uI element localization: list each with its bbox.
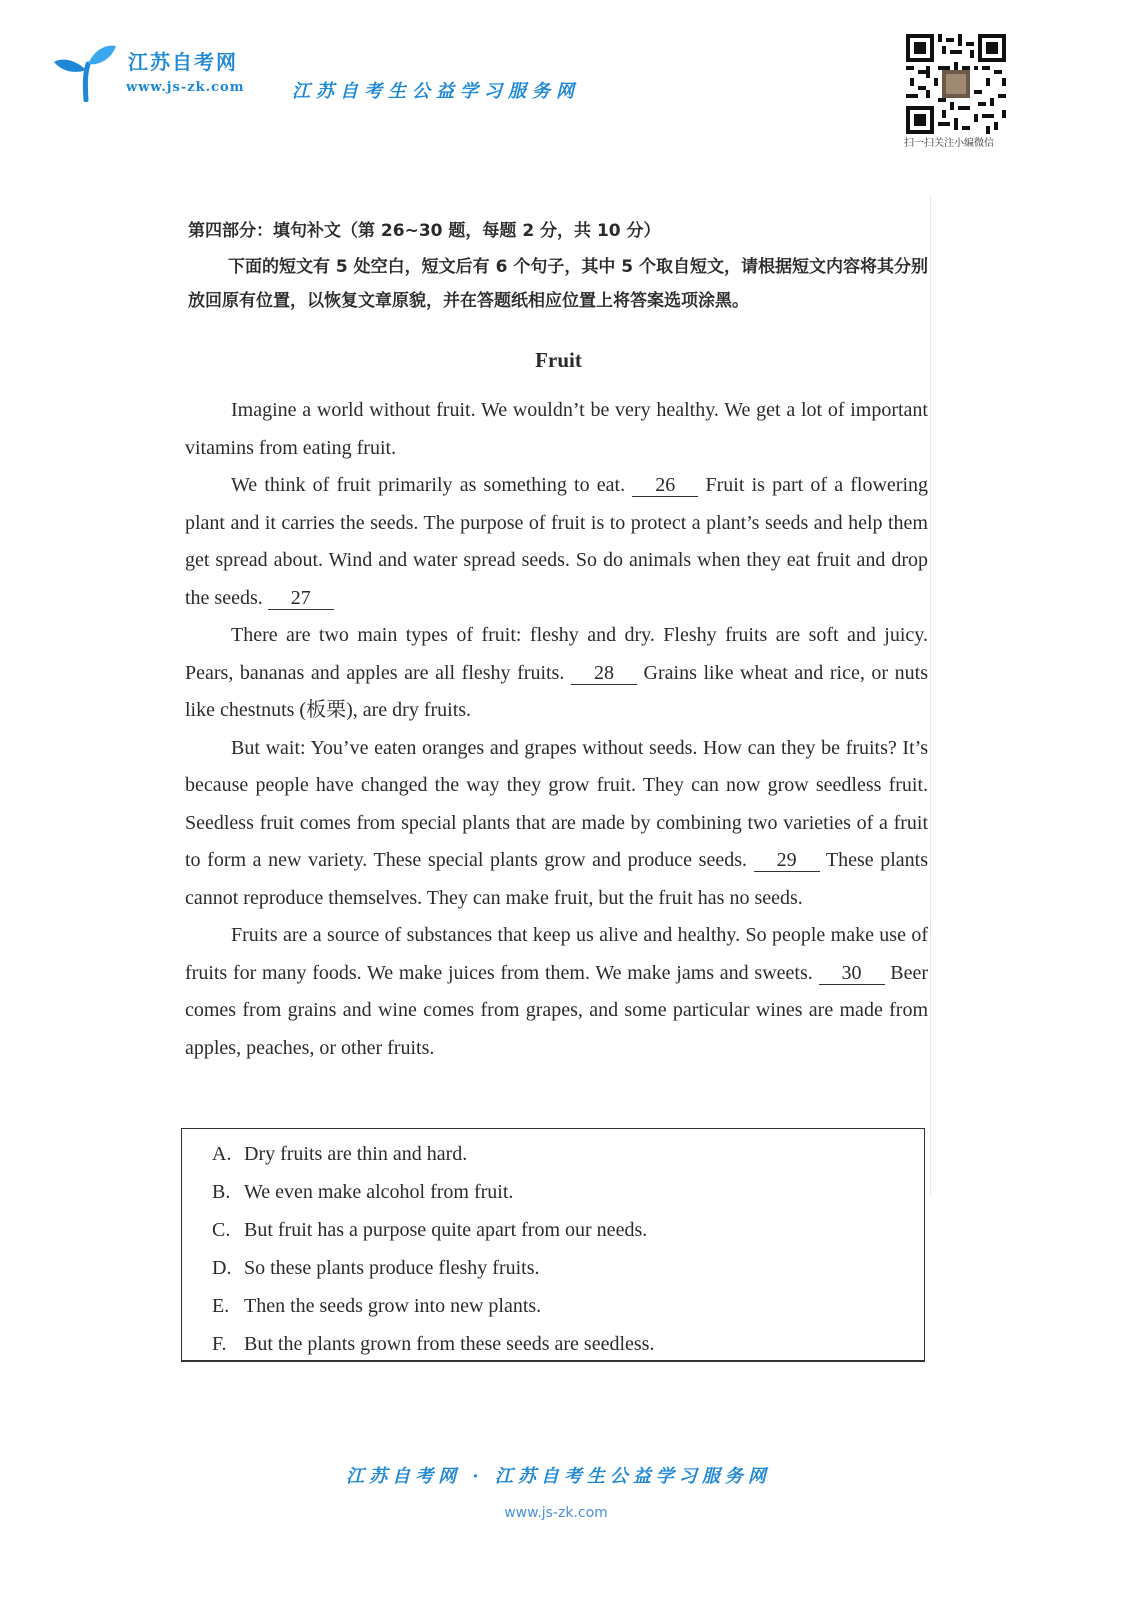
qr-caption: 扫一扫关注小编微信 [904, 138, 994, 149]
option-text: We even make alcohol from fruit. [244, 1181, 514, 1203]
option-letter: D. [212, 1257, 232, 1279]
option-c [212, 1211, 924, 1249]
option-letter: B. [212, 1181, 231, 1203]
option-text: But fruit has a purpose quite apart from our needs. [244, 1219, 648, 1241]
header-slogan: 江苏自考生公益学习服务网 [292, 81, 580, 102]
option-e [212, 1287, 924, 1325]
blank-30: 30 [819, 962, 885, 985]
options-box [181, 1128, 925, 1362]
page-edge-line [930, 195, 931, 1195]
paragraph-text: We think of fruit primarily as something to eat. [231, 474, 626, 496]
option-a [212, 1135, 924, 1173]
option-letter: F. [212, 1333, 227, 1355]
paragraph-text: There are two main types of fruit: fleshy and dry. Fleshy fruits are soft and juicy. Pears, bananas and apples are all fleshy fruits. [185, 624, 928, 684]
option-f [212, 1325, 924, 1363]
section-instruction: 下面的短文有 5 处空白，短文后有 6 个句子，其中 5 个取自短文，请根据短文内容将其分别放回原有位置，以恢复文章原貌，并在答题纸相应位置上将答案选项涂黑。 [188, 257, 928, 311]
option-letter: C. [212, 1219, 231, 1241]
options-list [182, 1129, 924, 1363]
paragraph-text: Fruit is part of a flowering plant and it carries the seeds. The purpose of fruit is to protect a plant’s seeds and help them get spread about. Wind and water spread seeds. So do animals when they eat fruit and drop the seeds. [185, 474, 929, 609]
seedling-icon [52, 40, 118, 102]
option-text: So these plants produce fleshy fruits. [244, 1257, 540, 1279]
paragraph-text: Beer comes from grains and wine comes from grapes, and some particular wines are made from apples, peaches, or other fruits. [185, 961, 929, 1059]
paragraph-4 [185, 730, 928, 918]
paragraph-text: These plants cannot reproduce themselves. They can make fruit, but the fruit has no seeds. [185, 849, 928, 909]
paragraph-text: Fruits are a source of substances that keep us alive and healthy. So people make use of fruits for many foods. We make juices from them. We make jams and sweets. [185, 924, 928, 984]
qr-code-icon [905, 34, 1007, 134]
site-name: 江苏自考网 [128, 50, 238, 74]
option-letter: E. [212, 1295, 230, 1317]
footer-slogan: 江苏自考网 · 江苏自考生公益学习服务网 [346, 1466, 771, 1487]
passage-title: Fruit [535, 348, 582, 372]
site-url[interactable]: www.js-zk.com [126, 80, 245, 95]
blank-26: 26 [632, 474, 698, 497]
paragraph-text: Imagine a world without fruit. We wouldn’t be very healthy. We get a lot of important vitamins from eating fruit. [185, 399, 928, 459]
option-b [212, 1173, 924, 1211]
option-text: Then the seeds grow into new plants. [244, 1295, 542, 1317]
option-text: Dry fruits are thin and hard. [244, 1143, 468, 1165]
passage-body [185, 392, 928, 1067]
paragraph-5 [185, 917, 928, 1067]
paragraph-1 [185, 392, 928, 467]
paragraph-2 [185, 467, 928, 617]
blank-28: 28 [571, 662, 637, 685]
paragraph-3 [185, 617, 928, 730]
section-heading: 第四部分：填句补文（第 26~30 题，每题 2 分，共 10 分） [188, 221, 661, 241]
page-header [0, 0, 1131, 160]
paragraph-text: Grains like wheat and rice, or nuts like chestnuts (板栗), are dry fruits. [185, 661, 929, 721]
option-text: But the plants grown from these seeds are seedless. [244, 1333, 655, 1355]
blank-27: 27 [268, 587, 334, 610]
option-d [212, 1249, 924, 1287]
footer-url[interactable]: www.js-zk.com [504, 1505, 608, 1521]
option-letter: A. [212, 1143, 232, 1165]
blank-29: 29 [754, 849, 820, 872]
paragraph-text: But wait: You’ve eaten oranges and grapes without seeds. How can they be fruits? It’s because people have changed the way they grow fruit. They can now grow seedless fruit. Seedless fruit comes from special plants that are made by combining two varieties of a fruit to form a new variety. These special plants grow and produce seeds. [185, 736, 928, 871]
